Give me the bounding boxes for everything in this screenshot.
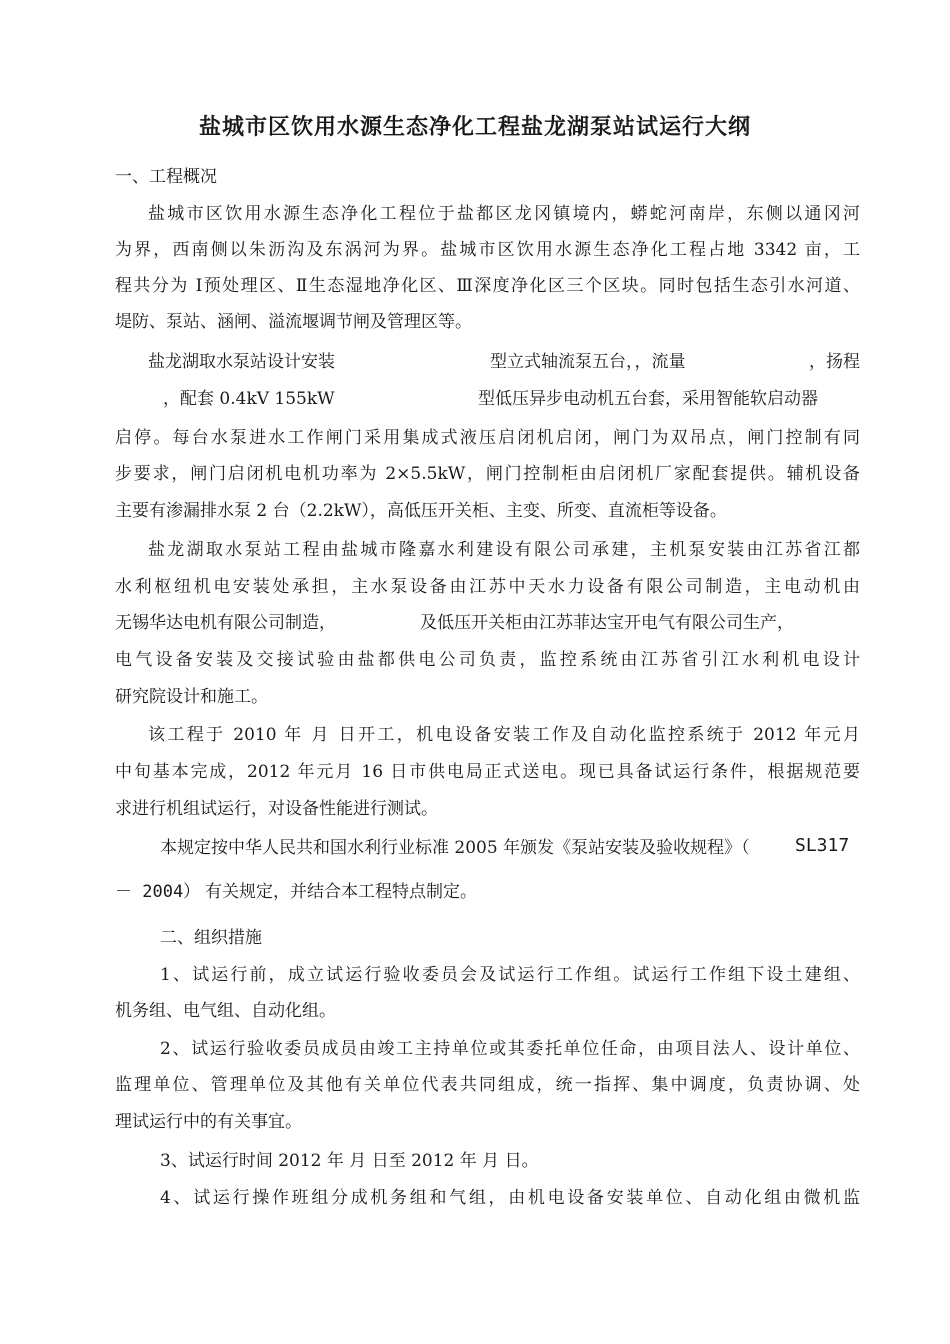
paragraph-line: 3、试运行时间 2012 年 月 日至 2012 年 月 日。	[160, 1151, 539, 1171]
section-heading-overview: 一、工程概况	[115, 167, 217, 187]
paragraph-line: 该工程于 2010 年 月 日开工，机电设备安装工作及自动化监控系统于 2012 年元月	[148, 725, 860, 745]
paragraph-line: 盐龙湖取水泵站设计安装	[148, 352, 335, 372]
paragraph-line: 步要求，闸门启闭机电机功率为 2×5.5kW，闸门控制柜由启闭机厂家配套提供。辅机设备	[115, 464, 860, 484]
paragraph-line: 水利枢纽机电安装处承担，主水泵设备由江苏中天水力设备有限公司制造，主电动机由	[115, 577, 860, 597]
paragraph-line: 4、试运行操作班组分成机务组和气组，由机电设备安装单位、自动化组由微机监	[160, 1188, 860, 1208]
standard-year: － 2004）	[115, 882, 201, 902]
paragraph-line: 盐城市区饮用水源生态净化工程位于盐都区龙冈镇境内，蟒蛇河南岸，东侧以通冈河	[148, 204, 860, 224]
paragraph-line: 中旬基本完成，2012 年元月 16 日市供电局正式送电。现已具备试运行条件，根据规范要	[115, 762, 860, 782]
paragraph-line: 盐龙湖取水泵站工程由盐城市隆嘉水利建设有限公司承建，主机泵安装由江苏省江都	[148, 540, 860, 560]
paragraph-line: 1、试运行前，成立试运行验收委员会及试运行工作组。试运行工作组下设土建组、	[160, 965, 860, 985]
paragraph-line: 为界，西南侧以朱沥沟及东涡河为界。盐城市区饮用水源生态净化工程占地 3342 亩，工	[115, 240, 860, 260]
paragraph-line: 本规定按中华人民共和国水利行业标准 2005 年颁发《泵站安装及验收规程》（	[160, 838, 750, 858]
paragraph-line: 程共分为 Ⅰ预处理区、Ⅱ生态湿地净化区、Ⅲ深度净化区三个区块。同时包括生态引水河道、	[115, 276, 860, 296]
document-title: 盐城市区饮用水源生态净化工程盐龙湖泵站试运行大纲	[198, 115, 751, 140]
paragraph-line: 机务组、电气组、自动化组。	[115, 1001, 336, 1021]
paragraph-line: 无锡华达电机有限公司制造，	[115, 613, 336, 633]
paragraph-line: 及低压开关柜由江苏菲达宝开电气有限公司生产，	[420, 613, 794, 633]
paragraph-line: 研究院设计和施工。	[115, 687, 268, 707]
paragraph-line: 主要有渗漏排水泵 2 台（2.2kW），高低压开关柜、主变、所变、直流柜等设备。	[115, 501, 727, 521]
paragraph-line: ，扬程	[809, 352, 860, 372]
paragraph-line: 理试运行中的有关事宜。	[115, 1112, 302, 1132]
paragraph-line: 型立式轴流泵五台，，流量	[490, 352, 686, 372]
paragraph-line: 堤防、泵站、涵闸、溢流堰调节闸及管理区等。	[115, 312, 472, 332]
section-heading-organization: 二、组织措施	[160, 928, 262, 948]
paragraph-line: 2、试运行验收委员成员由竣工主持单位或其委托单位任命，由项目法人、设计单位、	[160, 1039, 860, 1059]
paragraph-line: 电气设备安装及交接试验由盐都供电公司负责，监控系统由江苏省引江水利机电设计	[115, 650, 860, 670]
paragraph-line: 有关规定，并结合本工程特点制定。	[205, 882, 477, 902]
paragraph-line: 求进行机组试运行，对设备性能进行测试。	[115, 799, 438, 819]
paragraph-line: ，配套 0.4kV 155kW	[163, 389, 335, 409]
paragraph-line: 启停。每台水泵进水工作闸门采用集成式液压启闭机启闭，闸门为双吊点，闸门控制有同	[115, 428, 860, 448]
standard-code: SL317	[795, 835, 850, 856]
paragraph-line: 监理单位、管理单位及其他有关单位代表共同组成，统一指挥、集中调度，负责协调、处	[115, 1075, 860, 1095]
paragraph-line: 型低压异步电动机五台套，采用智能软启动器	[478, 389, 818, 409]
